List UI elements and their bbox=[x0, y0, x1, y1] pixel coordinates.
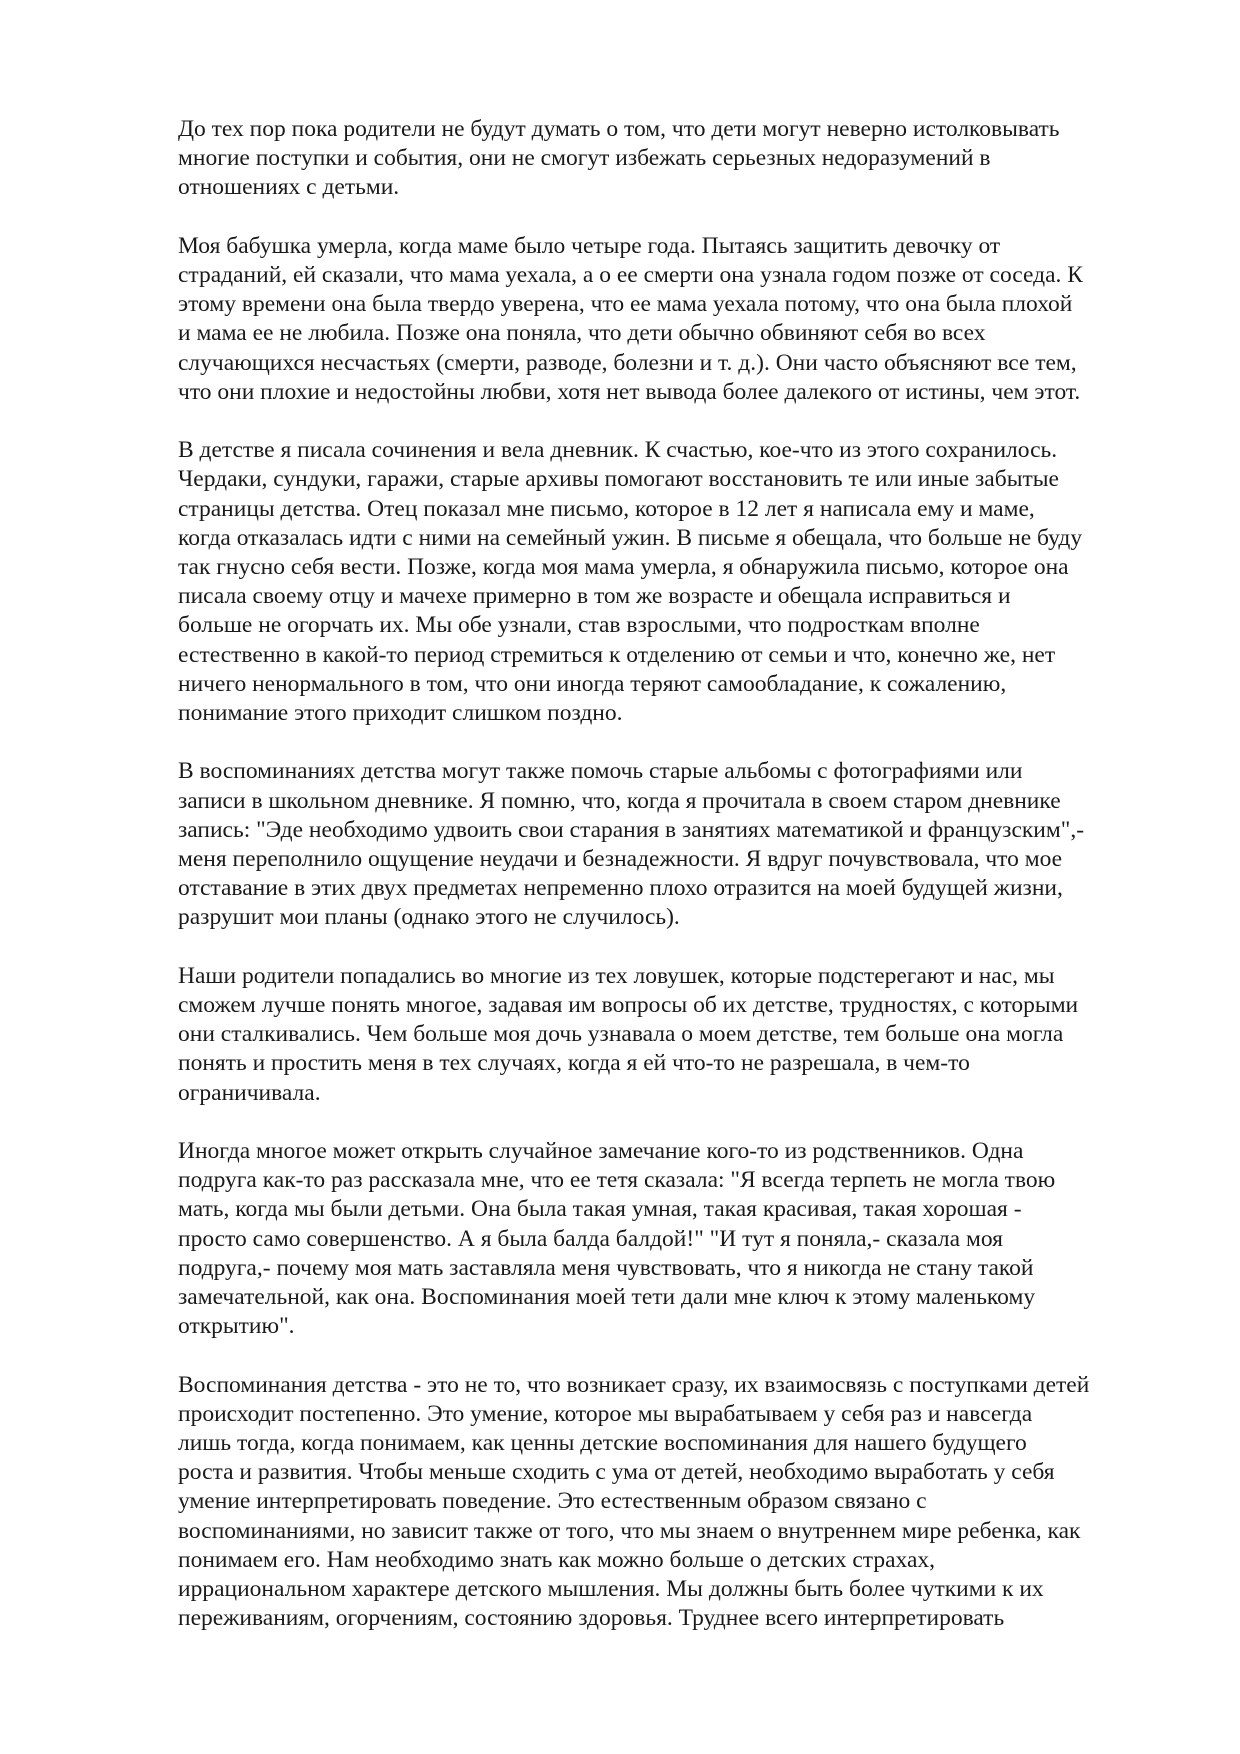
text-line: страданий, ей сказали, что мама уехала, а о ее смерти она узнала годом позже от соседа. К bbox=[178, 262, 1083, 288]
text-line: сможем лучше понять многое, задавая им вопросы об их детстве, трудностях, с которыми bbox=[178, 992, 1079, 1019]
text-line: В воспоминаниях детства могут также помочь старые альбомы с фотографиями или bbox=[178, 758, 1023, 785]
text-line: Наши родители попадались во многие из тех ловушек, которые подстерегают и нас, мы bbox=[178, 962, 1055, 989]
text-line: До тех пор пока родители не будут думать о том, что дети могут неверно истолковывать bbox=[178, 116, 1060, 142]
text-line: ограничивала. bbox=[178, 1079, 321, 1106]
text-line: мать, когда мы были детьми. Она была такая умная, такая красивая, такая хорошая - bbox=[178, 1196, 1022, 1223]
text-line: роста и развития. Чтобы меньше сходить с ума от детей, необходимо выработать у себя bbox=[178, 1459, 1055, 1486]
text-line: что они плохие и недостойны любви, хотя нет вывода более далекого от истины, чем этот. bbox=[178, 378, 1081, 405]
text-line: так гнусно себя вести. Позже, когда моя мама умерла, я обнаружила письмо, которое она bbox=[178, 554, 1069, 581]
text-line: понять и простить меня в тех случаях, когда я ей что-то не разрешала, в чем-то bbox=[178, 1050, 970, 1077]
text-line: случающихся несчастьях (смерти, разводе, болезни и т. д.). Они часто объясняют все тем, bbox=[178, 349, 1077, 376]
text-line: понимание этого приходит слишком поздно. bbox=[178, 700, 623, 727]
document-page bbox=[178, 115, 1178, 1663]
text-line: воспоминаниями, но зависит также от того, что мы знаем о внутреннем мире ребенка, как bbox=[178, 1517, 1081, 1544]
text-line: понимаем его. Нам необходимо знать как можно больше о детских страхах, bbox=[178, 1546, 936, 1573]
paragraph bbox=[178, 757, 1178, 932]
text-line: больше не огорчать их. Мы обе узнали, став взрослыми, что подросткам вполне bbox=[178, 612, 980, 639]
paragraph bbox=[178, 1137, 1178, 1341]
text-line: Воспоминания детства - это не то, что возникает сразу, их взаимосвязь с поступками детей bbox=[178, 1371, 1090, 1398]
text-line: меня переполнило ощущение неудачи и безнадежности. Я вдруг почувствовала, что мое bbox=[178, 846, 1063, 873]
text-line: этому времени она была твердо уверена, что ее мама уехала потому, что она была плохой bbox=[178, 291, 1073, 318]
text-line: подруга как-то раз рассказала мне, что ее тетя сказала: "Я всегда терпеть не могла твою bbox=[178, 1167, 1056, 1194]
paragraph bbox=[178, 115, 1178, 203]
text-line: происходит постепенно. Это умение, которое мы вырабатываем у себя раз и навсегда bbox=[178, 1400, 1033, 1427]
text-line: когда отказалась идти с ними на семейный ужин. В письме я обещала, что больше не буду bbox=[178, 524, 1083, 551]
text-line: переживаниям, огорчениям, состоянию здоровья. Труднее всего интерпретировать bbox=[178, 1605, 1005, 1632]
text-line: просто само совершенство. А я была балда балдой!" "И тут я поняла,- сказала моя bbox=[178, 1225, 1003, 1252]
text-line: Иногда многое может открыть случайное замечание кого-то из родственников. Одна bbox=[178, 1138, 1024, 1165]
text-line: многие поступки и события, они не смогут избежать серьезных недоразумений в bbox=[178, 145, 991, 172]
paragraph bbox=[178, 232, 1178, 407]
text-line: замечательной, как она. Воспоминания моей тети дали мне ключ к этому маленькому bbox=[178, 1284, 1036, 1311]
text-line: запись: "Эде необходимо удвоить свои старания в занятиях математикой и французским",- bbox=[178, 816, 1085, 843]
text-line: открытию". bbox=[178, 1313, 295, 1340]
text-line: отношениях с детьми. bbox=[178, 174, 400, 201]
text-line: иррациональном характере детского мышления. Мы должны быть более чуткими к их bbox=[178, 1576, 1044, 1603]
text-line: подруга,- почему моя мать заставляла меня чувствовать, что я никогда не стану такой bbox=[178, 1254, 1034, 1281]
text-line: В детстве я писала сочинения и вела дневник. К счастью, кое-что из этого сохранилось. bbox=[178, 437, 1058, 464]
text-line: естественно в какой-то период стремиться к отделению от семьи и что, конечно же, нет bbox=[178, 641, 1056, 668]
text-line: ничего ненормального в том, что они иногда теряют самообладание, к сожалению, bbox=[178, 670, 1007, 697]
text-line: Чердаки, сундуки, гаражи, старые архивы помогают восстановить те или иные забытые bbox=[178, 466, 1059, 493]
text-line: страницы детства. Отец показал мне письмо, которое в 12 лет я написала ему и маме, bbox=[178, 495, 1035, 522]
paragraph bbox=[178, 436, 1178, 728]
text-line: они сталкивались. Чем больше моя дочь узнавала о моем детстве, тем больше она могла bbox=[178, 1021, 1064, 1048]
text-line: разрушит мои планы (однако этого не случилось). bbox=[178, 904, 680, 931]
text-line: лишь тогда, когда понимаем, как ценны детские воспоминания для нашего будущего bbox=[178, 1430, 1027, 1457]
text-line: умение интерпретировать поведение. Это естественным образом связано с bbox=[178, 1488, 927, 1515]
text-line: записи в школьном дневнике. Я помню, что, когда я прочитала в своем старом дневнике bbox=[178, 787, 1061, 814]
text-line: Моя бабушка умерла, когда маме было четыре года. Пытаясь защитить девочку от bbox=[178, 232, 1001, 259]
paragraph bbox=[178, 962, 1178, 1108]
text-line: писала своему отцу и мачехе примерно в том же возрасте и обещала исправиться и bbox=[178, 583, 1011, 610]
text-line: и мама ее не любила. Позже она поняла, что дети обычно обвиняют себя во всех bbox=[178, 320, 986, 347]
text-line: отставание в этих двух предметах непременно плохо отразится на моей будущей жизни, bbox=[178, 875, 1063, 902]
paragraph bbox=[178, 1371, 1178, 1634]
